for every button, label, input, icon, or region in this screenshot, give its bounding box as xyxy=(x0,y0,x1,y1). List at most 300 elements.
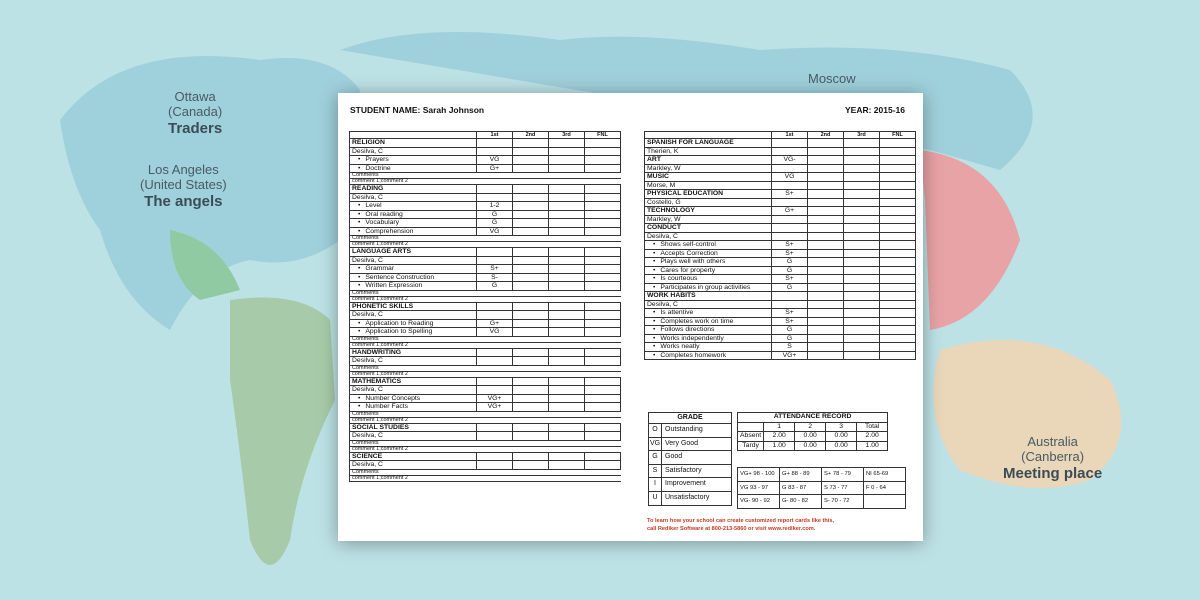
row-label: Therien, K xyxy=(645,147,772,156)
skill-row xyxy=(350,227,621,236)
skill-row xyxy=(645,283,916,292)
grade-cell xyxy=(880,300,916,309)
grade-cell xyxy=(808,351,844,360)
grade-cell xyxy=(808,300,844,309)
grade-cell xyxy=(513,256,549,265)
grade-cell xyxy=(585,432,621,441)
row-label: • Grammar xyxy=(350,265,477,274)
grade-code: U xyxy=(649,492,662,505)
grade-cell xyxy=(513,219,549,228)
grade-1st: S+ xyxy=(477,265,513,274)
grade-cell xyxy=(880,173,916,182)
grade-scale-row xyxy=(738,468,906,482)
row-label: • Works neatly xyxy=(645,343,772,352)
row-label: Desilva, C xyxy=(350,461,477,470)
grade-cell xyxy=(844,156,880,165)
skill-row xyxy=(350,394,621,403)
grade-cell xyxy=(844,164,880,173)
grade-cell xyxy=(549,386,585,395)
grade-cell xyxy=(808,156,844,165)
grade-1st: S+ xyxy=(772,317,808,326)
skill-row xyxy=(645,275,916,284)
grade-cell xyxy=(844,224,880,233)
grade-cell xyxy=(549,156,585,165)
skill-row xyxy=(645,249,916,258)
subject-teacher-row xyxy=(350,461,621,470)
grade-key-row xyxy=(649,424,731,438)
grade-1st: G+ xyxy=(772,207,808,216)
grade-scale-cell: G- 80 - 82 xyxy=(780,495,822,509)
grade-1st: VG xyxy=(477,156,513,165)
grade-cell xyxy=(844,266,880,275)
comments-label: Comments xyxy=(350,365,621,371)
header-blank xyxy=(350,132,477,139)
grade-1st xyxy=(477,386,513,395)
comments-text: comment 1;comment 2 xyxy=(350,296,621,302)
subject-title-row xyxy=(645,224,916,233)
grade-cell xyxy=(880,266,916,275)
row-label: • Follows directions xyxy=(645,326,772,335)
skill-row xyxy=(350,282,621,291)
skill-row xyxy=(350,328,621,337)
grade-cell xyxy=(585,386,621,395)
row-label: HANDWRITING xyxy=(350,348,477,357)
grade-cell xyxy=(549,273,585,282)
column-header: 1st xyxy=(477,132,513,139)
grade-cell xyxy=(585,156,621,165)
column-header: 2nd xyxy=(513,132,549,139)
grade-cell xyxy=(549,185,585,194)
grade-1st xyxy=(772,181,808,190)
attendance-title: ATTENDANCE RECORD xyxy=(738,413,888,423)
school-year: YEAR: 2015-16 xyxy=(845,105,906,115)
grade-cell xyxy=(549,139,585,148)
grade-cell xyxy=(585,403,621,412)
attendance-record xyxy=(737,412,888,451)
header-blank xyxy=(645,132,772,139)
grade-cell xyxy=(513,377,549,386)
grade-cell xyxy=(844,173,880,182)
grade-cell xyxy=(585,147,621,156)
subject-title-row xyxy=(645,139,916,148)
row-label: SCIENCE xyxy=(350,452,477,461)
column-header: 1st xyxy=(772,132,808,139)
grade-cell xyxy=(513,164,549,173)
grade-cell xyxy=(808,326,844,335)
map-label-ottawa: Ottawa (Canada) Traders xyxy=(168,89,223,137)
grade-cell xyxy=(880,190,916,199)
promo-footer xyxy=(647,517,834,533)
grade-cell xyxy=(513,357,549,366)
grade-cell xyxy=(844,334,880,343)
grade-code: S xyxy=(649,465,662,478)
grade-cell xyxy=(880,283,916,292)
grade-1st: S+ xyxy=(772,309,808,318)
grade-cell xyxy=(585,219,621,228)
grade-cell xyxy=(585,282,621,291)
grade-1st: G+ xyxy=(477,164,513,173)
grade-scale-row xyxy=(738,495,906,509)
grade-scale-cell: VG 93 - 97 xyxy=(738,481,780,495)
grade-cell xyxy=(549,227,585,236)
grade-cell xyxy=(513,210,549,219)
grade-cell xyxy=(808,215,844,224)
row-label: • Application to Reading xyxy=(350,319,477,328)
subject-teacher-row xyxy=(645,164,916,173)
grade-1st xyxy=(477,432,513,441)
grade-code: VG xyxy=(649,438,662,451)
row-label: Desilva, C xyxy=(645,232,772,241)
grade-cell xyxy=(585,227,621,236)
row-label: LANGUAGE ARTS xyxy=(350,248,477,257)
grade-1st xyxy=(477,357,513,366)
grade-cell xyxy=(513,193,549,202)
grade-key-row xyxy=(649,465,731,479)
grade-cell xyxy=(549,164,585,173)
grade-cell xyxy=(844,147,880,156)
skill-row xyxy=(645,317,916,326)
grade-cell xyxy=(808,275,844,284)
grade-cell xyxy=(844,343,880,352)
row-label: • Works independently xyxy=(645,334,772,343)
row-label: • Is attentive xyxy=(645,309,772,318)
grade-cell xyxy=(880,147,916,156)
grade-cell xyxy=(844,207,880,216)
grade-cell xyxy=(808,181,844,190)
skill-row xyxy=(645,343,916,352)
column-header: 3rd xyxy=(549,132,585,139)
grade-1st xyxy=(477,248,513,257)
comments-label: Comments xyxy=(350,440,621,446)
grade-code: G xyxy=(649,451,662,464)
subject-teacher-row xyxy=(645,147,916,156)
row-label: ART xyxy=(645,156,772,165)
grade-cell xyxy=(513,386,549,395)
grade-1st xyxy=(772,164,808,173)
subject-teacher-row xyxy=(350,386,621,395)
attendance-header-row xyxy=(738,422,888,432)
grade-1st: VG+ xyxy=(477,403,513,412)
grade-scale-cell: S- 70 - 72 xyxy=(822,495,864,509)
grade-cell xyxy=(808,224,844,233)
grade-cell xyxy=(513,147,549,156)
row-label: • Number Facts xyxy=(350,403,477,412)
grade-1st xyxy=(477,139,513,148)
grade-1st: G xyxy=(477,282,513,291)
grade-1st xyxy=(772,139,808,148)
row-label: Desilva, C xyxy=(350,357,477,366)
grade-1st: VG xyxy=(477,328,513,337)
row-label: TECHNOLOGY xyxy=(645,207,772,216)
grade-1st xyxy=(477,423,513,432)
grade-cell xyxy=(513,273,549,282)
attendance-cell: 2.00 xyxy=(857,432,888,442)
grade-cell xyxy=(549,256,585,265)
row-label: • Oral reading xyxy=(350,210,477,219)
skill-row xyxy=(350,210,621,219)
grade-cell xyxy=(585,193,621,202)
right-grades-table xyxy=(644,131,916,360)
grade-cell xyxy=(513,202,549,211)
grade-cell xyxy=(808,283,844,292)
grade-cell xyxy=(549,357,585,366)
attendance-row xyxy=(738,432,888,442)
grade-cell xyxy=(549,265,585,274)
comments-text: comment 1;comment 2 xyxy=(350,179,621,185)
grade-scale-cell xyxy=(864,495,906,509)
grade-cell xyxy=(808,241,844,250)
grade-cell xyxy=(549,302,585,311)
grade-cell xyxy=(585,452,621,461)
grade-cell xyxy=(808,164,844,173)
header-row xyxy=(645,132,916,139)
grade-code: O xyxy=(649,424,662,437)
grade-1st xyxy=(477,256,513,265)
grade-cell xyxy=(844,326,880,335)
grade-cell xyxy=(585,394,621,403)
grade-cell xyxy=(585,319,621,328)
subject-teacher-row xyxy=(350,147,621,156)
map-label-australia: Australia (Canberra) Meeting place xyxy=(1003,434,1103,482)
subject-title-row xyxy=(350,185,621,194)
row-label: Desilva, C xyxy=(645,300,772,309)
grade-scale-cell: S 73 - 77 xyxy=(822,481,864,495)
grade-cell xyxy=(844,249,880,258)
map-label-los-angeles: Los Angeles (United States) The angels xyxy=(140,162,227,210)
grade-cell xyxy=(880,309,916,318)
attendance-cell: 1.00 xyxy=(764,441,795,451)
grade-scale xyxy=(737,467,906,509)
comments-label: Comments xyxy=(350,236,621,242)
grade-1st: S xyxy=(772,343,808,352)
subject-title-row xyxy=(645,190,916,199)
grade-cell xyxy=(880,181,916,190)
attendance-cell: 0.00 xyxy=(795,441,826,451)
grade-cell xyxy=(808,292,844,301)
grade-1st: VG xyxy=(772,173,808,182)
grade-1st xyxy=(477,193,513,202)
grade-scale-cell: F 0 - 64 xyxy=(864,481,906,495)
attendance-cell: 0.00 xyxy=(826,441,857,451)
subject-title-row xyxy=(350,423,621,432)
grade-cell xyxy=(880,241,916,250)
column-header: FNL xyxy=(880,132,916,139)
row-label: MUSIC xyxy=(645,173,772,182)
grade-cell xyxy=(513,348,549,357)
attendance-cell: 1.00 xyxy=(857,441,888,451)
row-label: • Number Concepts xyxy=(350,394,477,403)
grade-cell xyxy=(513,432,549,441)
row-label: Markley, W xyxy=(645,215,772,224)
row-label: CONDUCT xyxy=(645,224,772,233)
grade-cell xyxy=(549,452,585,461)
grade-1st: 1-2 xyxy=(477,202,513,211)
grade-scale-row xyxy=(738,481,906,495)
row-label: • Level xyxy=(350,202,477,211)
grade-cell xyxy=(585,256,621,265)
attendance-header xyxy=(738,422,764,432)
row-label: SOCIAL STUDIES xyxy=(350,423,477,432)
row-label: Desilva, C xyxy=(350,147,477,156)
grade-cell xyxy=(585,139,621,148)
subject-teacher-row xyxy=(645,215,916,224)
comments-text: comment 1;comment 2 xyxy=(350,371,621,377)
grade-1st xyxy=(477,452,513,461)
row-label: • Application to Spelling xyxy=(350,328,477,337)
grade-cell xyxy=(880,326,916,335)
grade-1st xyxy=(477,377,513,386)
grade-cell xyxy=(549,311,585,320)
subject-title-row xyxy=(350,348,621,357)
attendance-cell: Absent xyxy=(738,432,764,442)
grade-cell xyxy=(513,461,549,470)
grade-cell xyxy=(549,282,585,291)
grade-cell xyxy=(513,328,549,337)
attendance-cell: 2.00 xyxy=(764,432,795,442)
grade-cell xyxy=(549,219,585,228)
grade-cell xyxy=(844,317,880,326)
map-label-moscow: Moscow xyxy=(808,71,856,86)
skill-row xyxy=(350,265,621,274)
grade-cell xyxy=(808,232,844,241)
grade-1st xyxy=(772,215,808,224)
row-label: • Is courteous xyxy=(645,275,772,284)
grade-desc: Very Good xyxy=(665,439,699,447)
grade-cell xyxy=(880,292,916,301)
grade-1st: S+ xyxy=(772,249,808,258)
grade-cell xyxy=(844,258,880,267)
subject-title-row xyxy=(645,156,916,165)
grade-cell xyxy=(513,139,549,148)
grade-cell xyxy=(808,139,844,148)
row-label: PHYSICAL EDUCATION xyxy=(645,190,772,199)
attendance-cell: 0.00 xyxy=(795,432,826,442)
grade-cell xyxy=(844,139,880,148)
grade-cell xyxy=(549,423,585,432)
grade-key-row xyxy=(649,478,731,492)
grade-cell xyxy=(808,258,844,267)
grade-1st xyxy=(477,147,513,156)
grade-desc: Outstanding xyxy=(665,426,703,433)
grade-cell xyxy=(880,258,916,267)
grade-cell xyxy=(844,309,880,318)
row-label: • Participates in group activities xyxy=(645,283,772,292)
grade-1st xyxy=(477,185,513,194)
grade-cell xyxy=(880,198,916,207)
row-label: • Doctrine xyxy=(350,164,477,173)
row-label: • Sentence Construction xyxy=(350,273,477,282)
grade-scale-cell: S+ 78 - 79 xyxy=(822,468,864,482)
skill-row xyxy=(350,273,621,282)
grade-1st xyxy=(772,292,808,301)
row-label: MATHEMATICS xyxy=(350,377,477,386)
grade-1st: S+ xyxy=(772,241,808,250)
attendance-title-row xyxy=(738,413,888,423)
grade-1st xyxy=(477,311,513,320)
row-label: Desilva, C xyxy=(350,193,477,202)
grade-key-row xyxy=(649,451,731,465)
grade-cell xyxy=(585,328,621,337)
row-label: • Plays well with others xyxy=(645,258,772,267)
grade-cell xyxy=(585,265,621,274)
grade-cell xyxy=(585,311,621,320)
grade-cell xyxy=(549,328,585,337)
grade-cell xyxy=(513,302,549,311)
grade-desc: Unsatisfactory xyxy=(665,493,710,501)
column-header: FNL xyxy=(585,132,621,139)
grade-cell xyxy=(844,198,880,207)
row-label: Markley, W xyxy=(645,164,772,173)
grade-cell xyxy=(585,164,621,173)
grade-1st xyxy=(477,348,513,357)
subject-teacher-row xyxy=(645,300,916,309)
row-label: RELIGION xyxy=(350,139,477,148)
subject-title-row xyxy=(645,207,916,216)
grade-scale-cell: VG+ 98 - 100 xyxy=(738,468,780,482)
grade-cell xyxy=(585,210,621,219)
row-label: • Cares for property xyxy=(645,266,772,275)
attendance-header: 3 xyxy=(826,422,857,432)
grade-cell xyxy=(549,377,585,386)
grade-cell xyxy=(808,266,844,275)
subject-title-row xyxy=(645,173,916,182)
grade-cell xyxy=(880,343,916,352)
row-label: • Written Expression xyxy=(350,282,477,291)
subject-teacher-row xyxy=(350,432,621,441)
comments-label: Comments xyxy=(350,173,621,179)
row-label: • Vocabulary xyxy=(350,219,477,228)
grade-cell xyxy=(844,215,880,224)
comments-text: comment 1;comment 2 xyxy=(350,446,621,452)
grade-cell xyxy=(844,283,880,292)
grade-cell xyxy=(513,185,549,194)
grade-scale-cell: VG- 90 - 92 xyxy=(738,495,780,509)
student-name: STUDENT NAME: Sarah Johnson xyxy=(350,105,485,115)
grade-1st xyxy=(477,302,513,311)
grade-cell xyxy=(880,164,916,173)
grade-cell xyxy=(844,292,880,301)
grade-cell xyxy=(585,273,621,282)
grade-cell xyxy=(844,351,880,360)
grade-cell xyxy=(585,348,621,357)
subject-teacher-row xyxy=(645,181,916,190)
grade-cell xyxy=(844,300,880,309)
grade-cell xyxy=(880,351,916,360)
grade-scale-cell: G+ 88 - 89 xyxy=(780,468,822,482)
grade-desc: Good xyxy=(665,453,683,461)
grade-1st: VG+ xyxy=(772,351,808,360)
skill-row xyxy=(350,164,621,173)
grade-1st xyxy=(772,147,808,156)
subject-teacher-row xyxy=(645,198,916,207)
grade-1st: G xyxy=(772,326,808,335)
grade-cell xyxy=(549,348,585,357)
subject-teacher-row xyxy=(350,256,621,265)
grade-cell xyxy=(844,190,880,199)
grade-cell xyxy=(880,317,916,326)
grade-cell xyxy=(549,432,585,441)
grade-cell xyxy=(880,232,916,241)
footer-line-1: To learn how your school can create customized report cards like this, xyxy=(647,518,835,524)
grade-1st: S+ xyxy=(772,190,808,199)
subject-teacher-row xyxy=(350,357,621,366)
grade-1st: VG xyxy=(477,227,513,236)
grade-cell xyxy=(549,319,585,328)
grade-cell xyxy=(549,147,585,156)
grade-cell xyxy=(513,227,549,236)
grade-cell xyxy=(585,357,621,366)
grade-cell xyxy=(880,207,916,216)
